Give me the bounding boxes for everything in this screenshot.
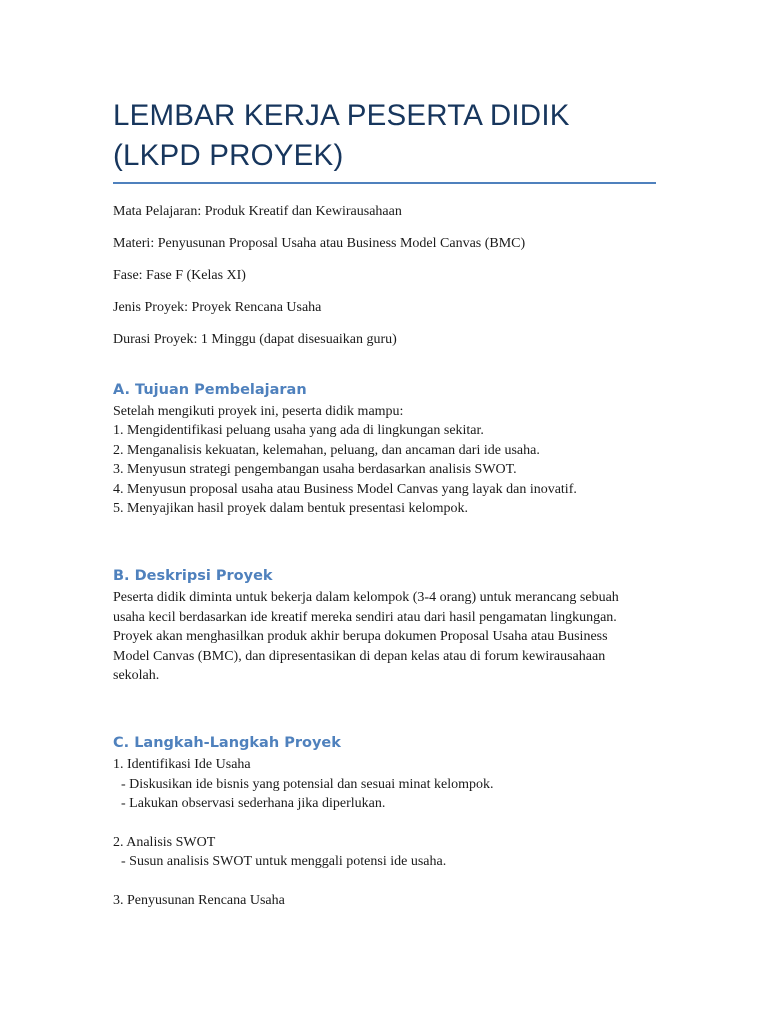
section-c-heading: C. Langkah-Langkah Proyek (113, 735, 341, 752)
section-a-item: 2. Menganalisis kekuatan, kelemahan, peluang, dan ancaman dari ide usaha. (113, 442, 540, 458)
document-title: LEMBAR KERJA PESERTA DIDIK (LKPD PROYEK) (113, 99, 570, 172)
section-a-intro: Setelah mengikuti proyek ini, peserta didik mampu: (113, 404, 404, 419)
section-a-item: 5. Menyajikan hasil proyek dalam bentuk presentasi kelompok. (113, 501, 468, 517)
spacer (113, 872, 656, 891)
step-title: 1. Identifikasi Ide Usaha (113, 757, 251, 773)
step-title: 3. Penyusunan Rencana Usaha (113, 892, 285, 908)
section-b-line: Peserta didik diminta untuk bekerja dalam kelompok (3-4 orang) untuk merancang sebuah (113, 590, 619, 606)
section-b-line: sekolah. (113, 668, 160, 684)
spacer (113, 814, 656, 833)
step-bullet: - Lakukan observasi sederhana jika diperlukan. (121, 796, 386, 812)
meta-project-type: Jenis Proyek: Proyek Rencana Usaha (113, 300, 322, 315)
section-a-item: 3. Menyusun strategi pengembangan usaha berdasarkan analisis SWOT. (113, 462, 517, 478)
section-b-line: Model Canvas (BMC), dan dipresentasikan di depan kelas atau di forum kewirausahaan (113, 648, 606, 664)
section-b-line: usaha kecil berdasarkan ide kreatif mereka sendiri atau dari hasil pengamatan lingkungan. (113, 609, 617, 625)
section-a-item: 1. Mengidentifikasi peluang usaha yang ada di lingkungan sekitar. (113, 423, 484, 439)
title-underline (113, 182, 656, 184)
spacer (113, 362, 656, 380)
section-b-heading: B. Deskripsi Proyek (113, 568, 273, 585)
section-a-heading: A. Tujuan Pembelajaran (113, 382, 307, 398)
spacer (113, 685, 656, 733)
step-title: 2. Analisis SWOT (113, 834, 216, 850)
meta-phase: Fase: Fase F (Kelas XI) (113, 268, 246, 283)
section-b-line: Proyek akan menghasilkan produk akhir berupa dokumen Proposal Usaha atau Business (113, 629, 608, 645)
step-bullet: - Susun analisis SWOT untuk menggali potensi ide usaha. (121, 854, 447, 870)
meta-material: Materi: Penyusunan Proposal Usaha atau Business Model Canvas (BMC) (113, 236, 526, 251)
spacer (113, 518, 656, 566)
section-a-item: 4. Menyusun proposal usaha atau Business Model Canvas yang layak dan inovatif. (113, 481, 577, 497)
meta-duration: Durasi Proyek: 1 Minggu (dapat disesuaikan guru) (113, 332, 397, 347)
step-bullet: - Diskusikan ide bisnis yang potensial dan sesuai minat kelompok. (121, 776, 494, 792)
meta-subject: Mata Pelajaran: Produk Kreatif dan Kewirausahaan (113, 204, 402, 219)
